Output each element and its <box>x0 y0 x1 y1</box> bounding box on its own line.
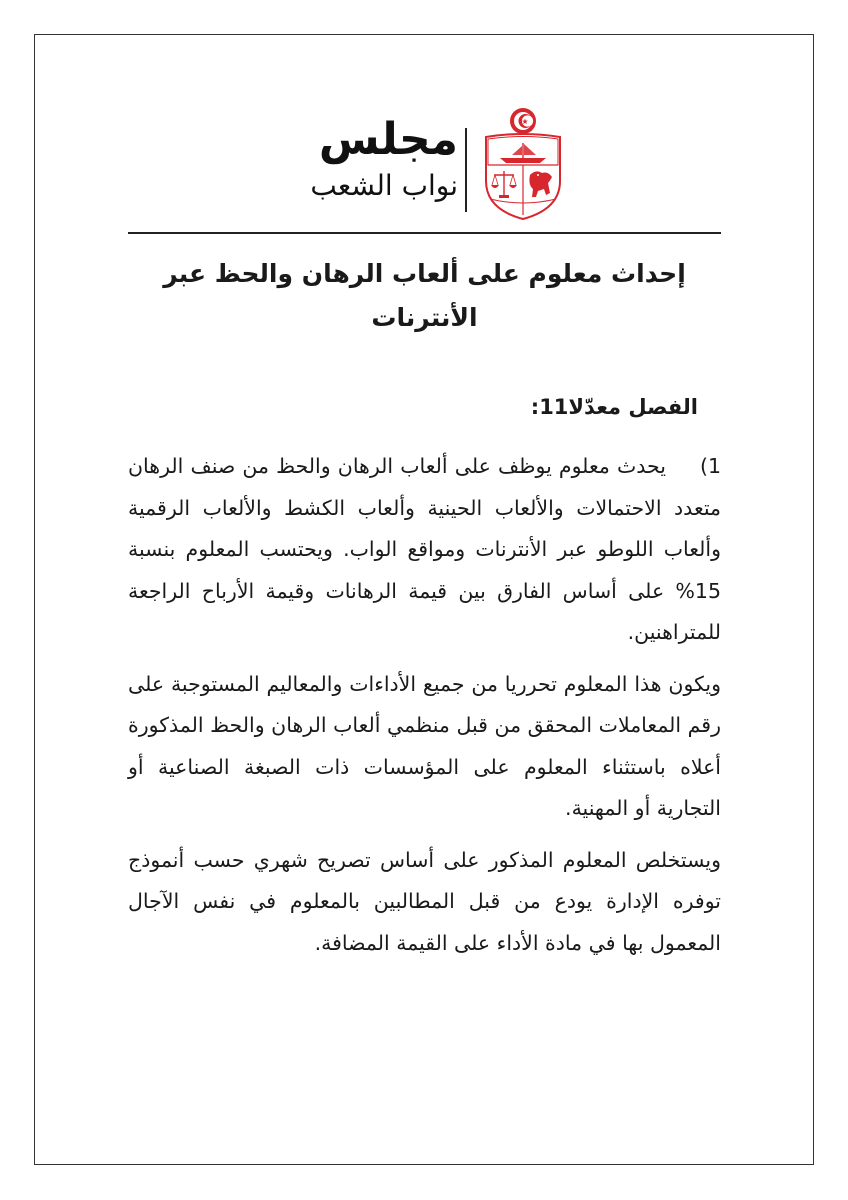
paragraph-text: يحدث معلوم يوظف على ألعاب الرهان والحظ من صنف الرهان متعدد الاحتمالات والألعاب الحينية وألعاب الكشط والألعاب الرقمية وألعاب اللوطو عبر الأنترنات ومواقع الواب. ويحتسب المعلوم بنسبة 15% على أساس الفارق بين قيمة الرهانات وقيمة الأرباح الراجعة للمتراهنين. <box>128 454 721 644</box>
paragraph <box>128 446 721 654</box>
document-body <box>128 446 721 974</box>
brand-title: مجلس <box>318 114 458 165</box>
document-title: إحداث معلوم على ألعاب الرهان والحظ عبر الأنترنات <box>163 259 686 332</box>
brand-subtitle: نواب الشعب <box>310 169 458 202</box>
section-heading: الفصل معدّلا11: <box>530 395 698 419</box>
paragraph-number: 1) <box>699 454 721 478</box>
tunisia-coat-of-arms-icon <box>478 103 568 223</box>
paragraph <box>128 840 721 965</box>
header-divider <box>465 128 467 212</box>
paragraph-text: ويستخلص المعلوم المذكور على أساس تصريح شهري حسب أنموذج توفره الإدارة يودع من قبل المطالبين بالمعلوم في نفس الآجال المعمول بها في مادة الأداء على القيمة المضافة. <box>128 847 721 955</box>
paragraph-text: ويكون هذا المعلوم تحرريا من جميع الأداءات والمعاليم المستوجبة على رقم المعاملات المحقق من قبل منظمي ألعاب الرهان والحظ المذكورة أعلاه باستثناء المعلوم على المؤسسات ذات الصبغة الصناعية أو التجارية أو المهنية. <box>128 671 721 820</box>
header-rule <box>128 232 721 234</box>
paragraph <box>128 664 721 830</box>
